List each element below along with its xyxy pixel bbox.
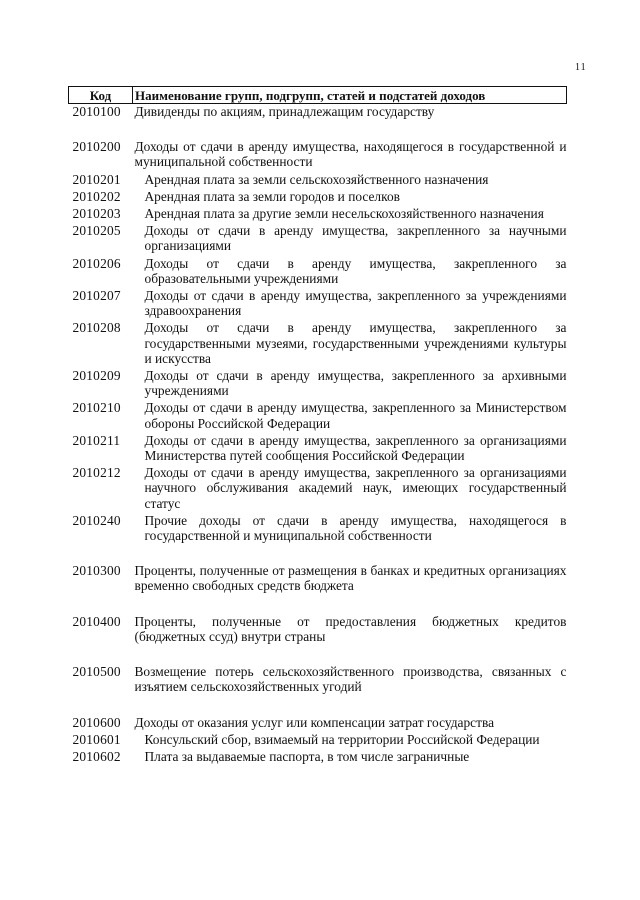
document-body [68, 86, 566, 766]
table-row [69, 189, 567, 206]
table-row [69, 400, 567, 432]
table-row [69, 288, 567, 320]
table-row [69, 465, 567, 513]
table-row [69, 697, 567, 732]
row-name: Доходы от сдачи в аренду имущества, закрепленного за Министерством обороны Российской Федерации [144, 400, 567, 431]
row-code: 2010207 [72, 288, 121, 304]
row-code: 2010206 [72, 255, 121, 271]
page-number: 11 [575, 62, 587, 73]
row-name: Дивиденды по акциям, принадлежащим государству [134, 104, 435, 119]
table-row [69, 545, 567, 595]
table-row [69, 256, 567, 288]
row-name: Арендная плата за земли городов и поселков [144, 188, 400, 204]
row-name: Арендная плата за земли сельскохозяйственного назначения [144, 171, 489, 187]
table-row [69, 433, 567, 465]
row-name: Доходы от оказания услуг или компенсации затрат государства [134, 714, 495, 730]
row-code: 2010602 [72, 748, 121, 764]
row-code: 2010211 [72, 432, 121, 448]
table-row [69, 513, 567, 545]
row-name: Возмещение потерь сельскохозяйственного производства, связанных с изъятием сельскохозяйственных угодий [134, 664, 567, 695]
table-row [69, 206, 567, 223]
row-code: 2010210 [72, 400, 121, 416]
row-code: 2010600 [72, 714, 121, 730]
row-code: 2010400 [72, 613, 121, 629]
row-name: Доходы от сдачи в аренду имущества, закрепленного за образовательными учреждениями [144, 255, 567, 286]
table-row [69, 172, 567, 189]
income-classification-table [68, 86, 567, 766]
table-row [69, 749, 567, 766]
row-code: 2010300 [72, 563, 121, 579]
table-row [69, 732, 567, 749]
row-name: Доходы от сдачи в аренду имущества, закрепленного за архивными учреждениями [144, 368, 567, 399]
row-code: 2010205 [72, 223, 121, 239]
row-name: Доходы от сдачи в аренду имущества, закрепленного за научными организациями [144, 223, 567, 254]
row-code: 2010202 [72, 188, 121, 204]
row-code: 2010200 [72, 139, 121, 155]
row-name: Доходы от сдачи в аренду имущества, закрепленного за организациями Министерства путей сообщения Российской Федерации [144, 432, 567, 464]
row-name: Прочие доходы от сдачи в аренду имущества, находящегося в государственной и муниципальной собственности [144, 512, 567, 544]
row-code: 2010212 [72, 465, 121, 481]
row-name: Доходы от сдачи в аренду имущества, закрепленного за государственными музеями, государственными учреждениями культуры и искусства [144, 320, 567, 366]
row-code: 2010100 [72, 104, 121, 119]
row-code: 2010601 [72, 731, 121, 747]
row-code: 2010240 [72, 512, 121, 528]
table-row [69, 646, 567, 696]
row-name: Доходы от сдачи в аренду имущества, находящегося в государственной и муниципальной собственности [134, 139, 567, 170]
row-name: Проценты, полученные от предоставления бюджетных кредитов (бюджетных ссуд) внутри страны [134, 613, 567, 644]
table-row [69, 320, 567, 368]
table-row [69, 104, 567, 122]
row-code: 2010209 [72, 368, 121, 384]
table-row [69, 223, 567, 255]
table-row [69, 121, 567, 171]
row-code: 2010203 [72, 206, 121, 222]
row-name: Арендная плата за другие земли несельскохозяйственного назначения [144, 206, 544, 222]
row-name: Плата за выдаваемые паспорта, в том числе заграничные [144, 748, 470, 764]
column-header-name: Наименование групп, подгрупп, статей и подстатей доходов [133, 87, 567, 104]
row-code: 2010208 [72, 320, 121, 336]
row-name: Доходы от сдачи в аренду имущества, закрепленного за организациями научного обслуживания академий наук, имеющих государственный статус [144, 465, 567, 511]
column-header-code: Код [69, 87, 133, 104]
row-name: Консульский сбор, взимаемый на территории Российской Федерации [144, 731, 540, 747]
table-header-row [69, 87, 567, 104]
table-row [69, 368, 567, 400]
row-name: Проценты, полученные от размещения в банках и кредитных организациях временно свободных средств бюджета [134, 563, 567, 594]
row-code: 2010201 [72, 171, 121, 187]
row-name: Доходы от сдачи в аренду имущества, закрепленного за учреждениями здравоохранения [144, 288, 567, 319]
row-code: 2010500 [72, 664, 121, 680]
table-row [69, 596, 567, 646]
